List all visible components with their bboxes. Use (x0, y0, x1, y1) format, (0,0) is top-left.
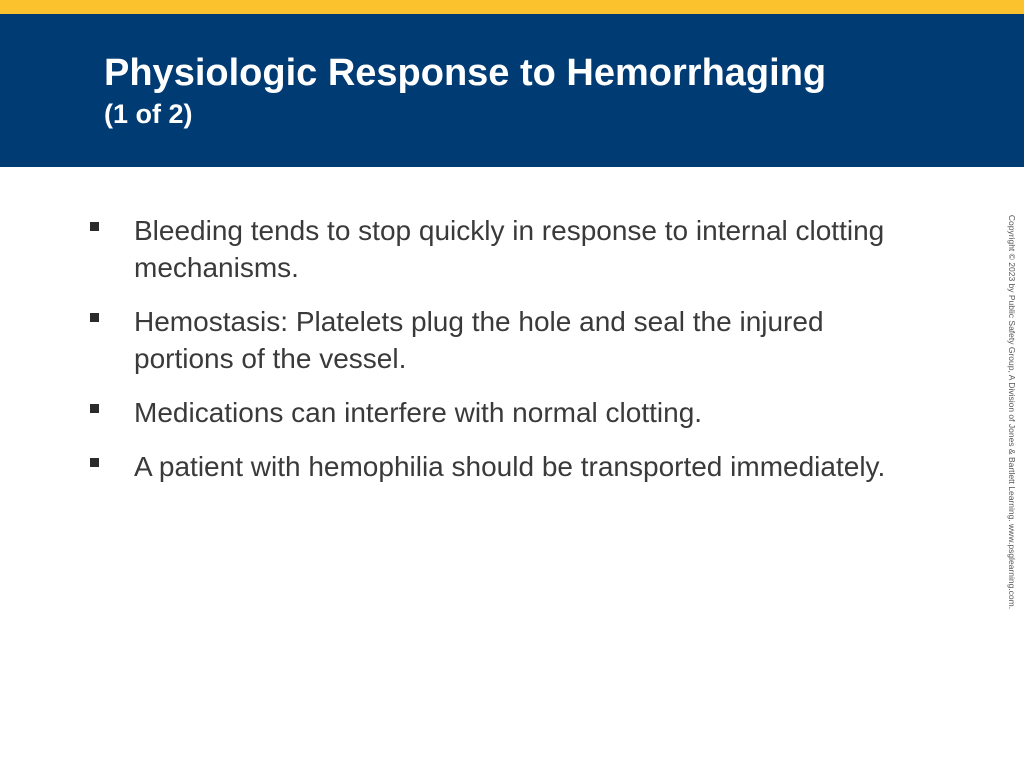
bullet-list (88, 212, 918, 502)
bullet-item (88, 212, 918, 286)
square-bullet-icon (90, 222, 99, 231)
gold-accent-bar (0, 0, 1024, 14)
copyright-notice: Copyright © 2023 by Public Safety Group, A Division of Jones & Bartlett Learning. www.psglearning.com. (1007, 214, 1017, 610)
slide-subtitle: (1 of 2) (104, 99, 193, 129)
square-bullet-icon (90, 458, 99, 467)
bullet-text: Bleeding tends to stop quickly in response to internal clotting mechanisms. (134, 215, 885, 283)
bullet-text: Hemostasis: Platelets plug the hole and seal the injured portions of the vessel. (134, 306, 824, 374)
slide-title: Physiologic Response to Hemorrhaging (104, 52, 827, 94)
bullet-item (88, 303, 918, 377)
bullet-item (88, 394, 918, 431)
square-bullet-icon (90, 404, 99, 413)
bullet-text: Medications can interfere with normal clotting. (134, 397, 703, 428)
bullet-text: A patient with hemophilia should be transported immediately. (134, 451, 886, 482)
bullet-item (88, 448, 918, 485)
square-bullet-icon (90, 313, 99, 322)
